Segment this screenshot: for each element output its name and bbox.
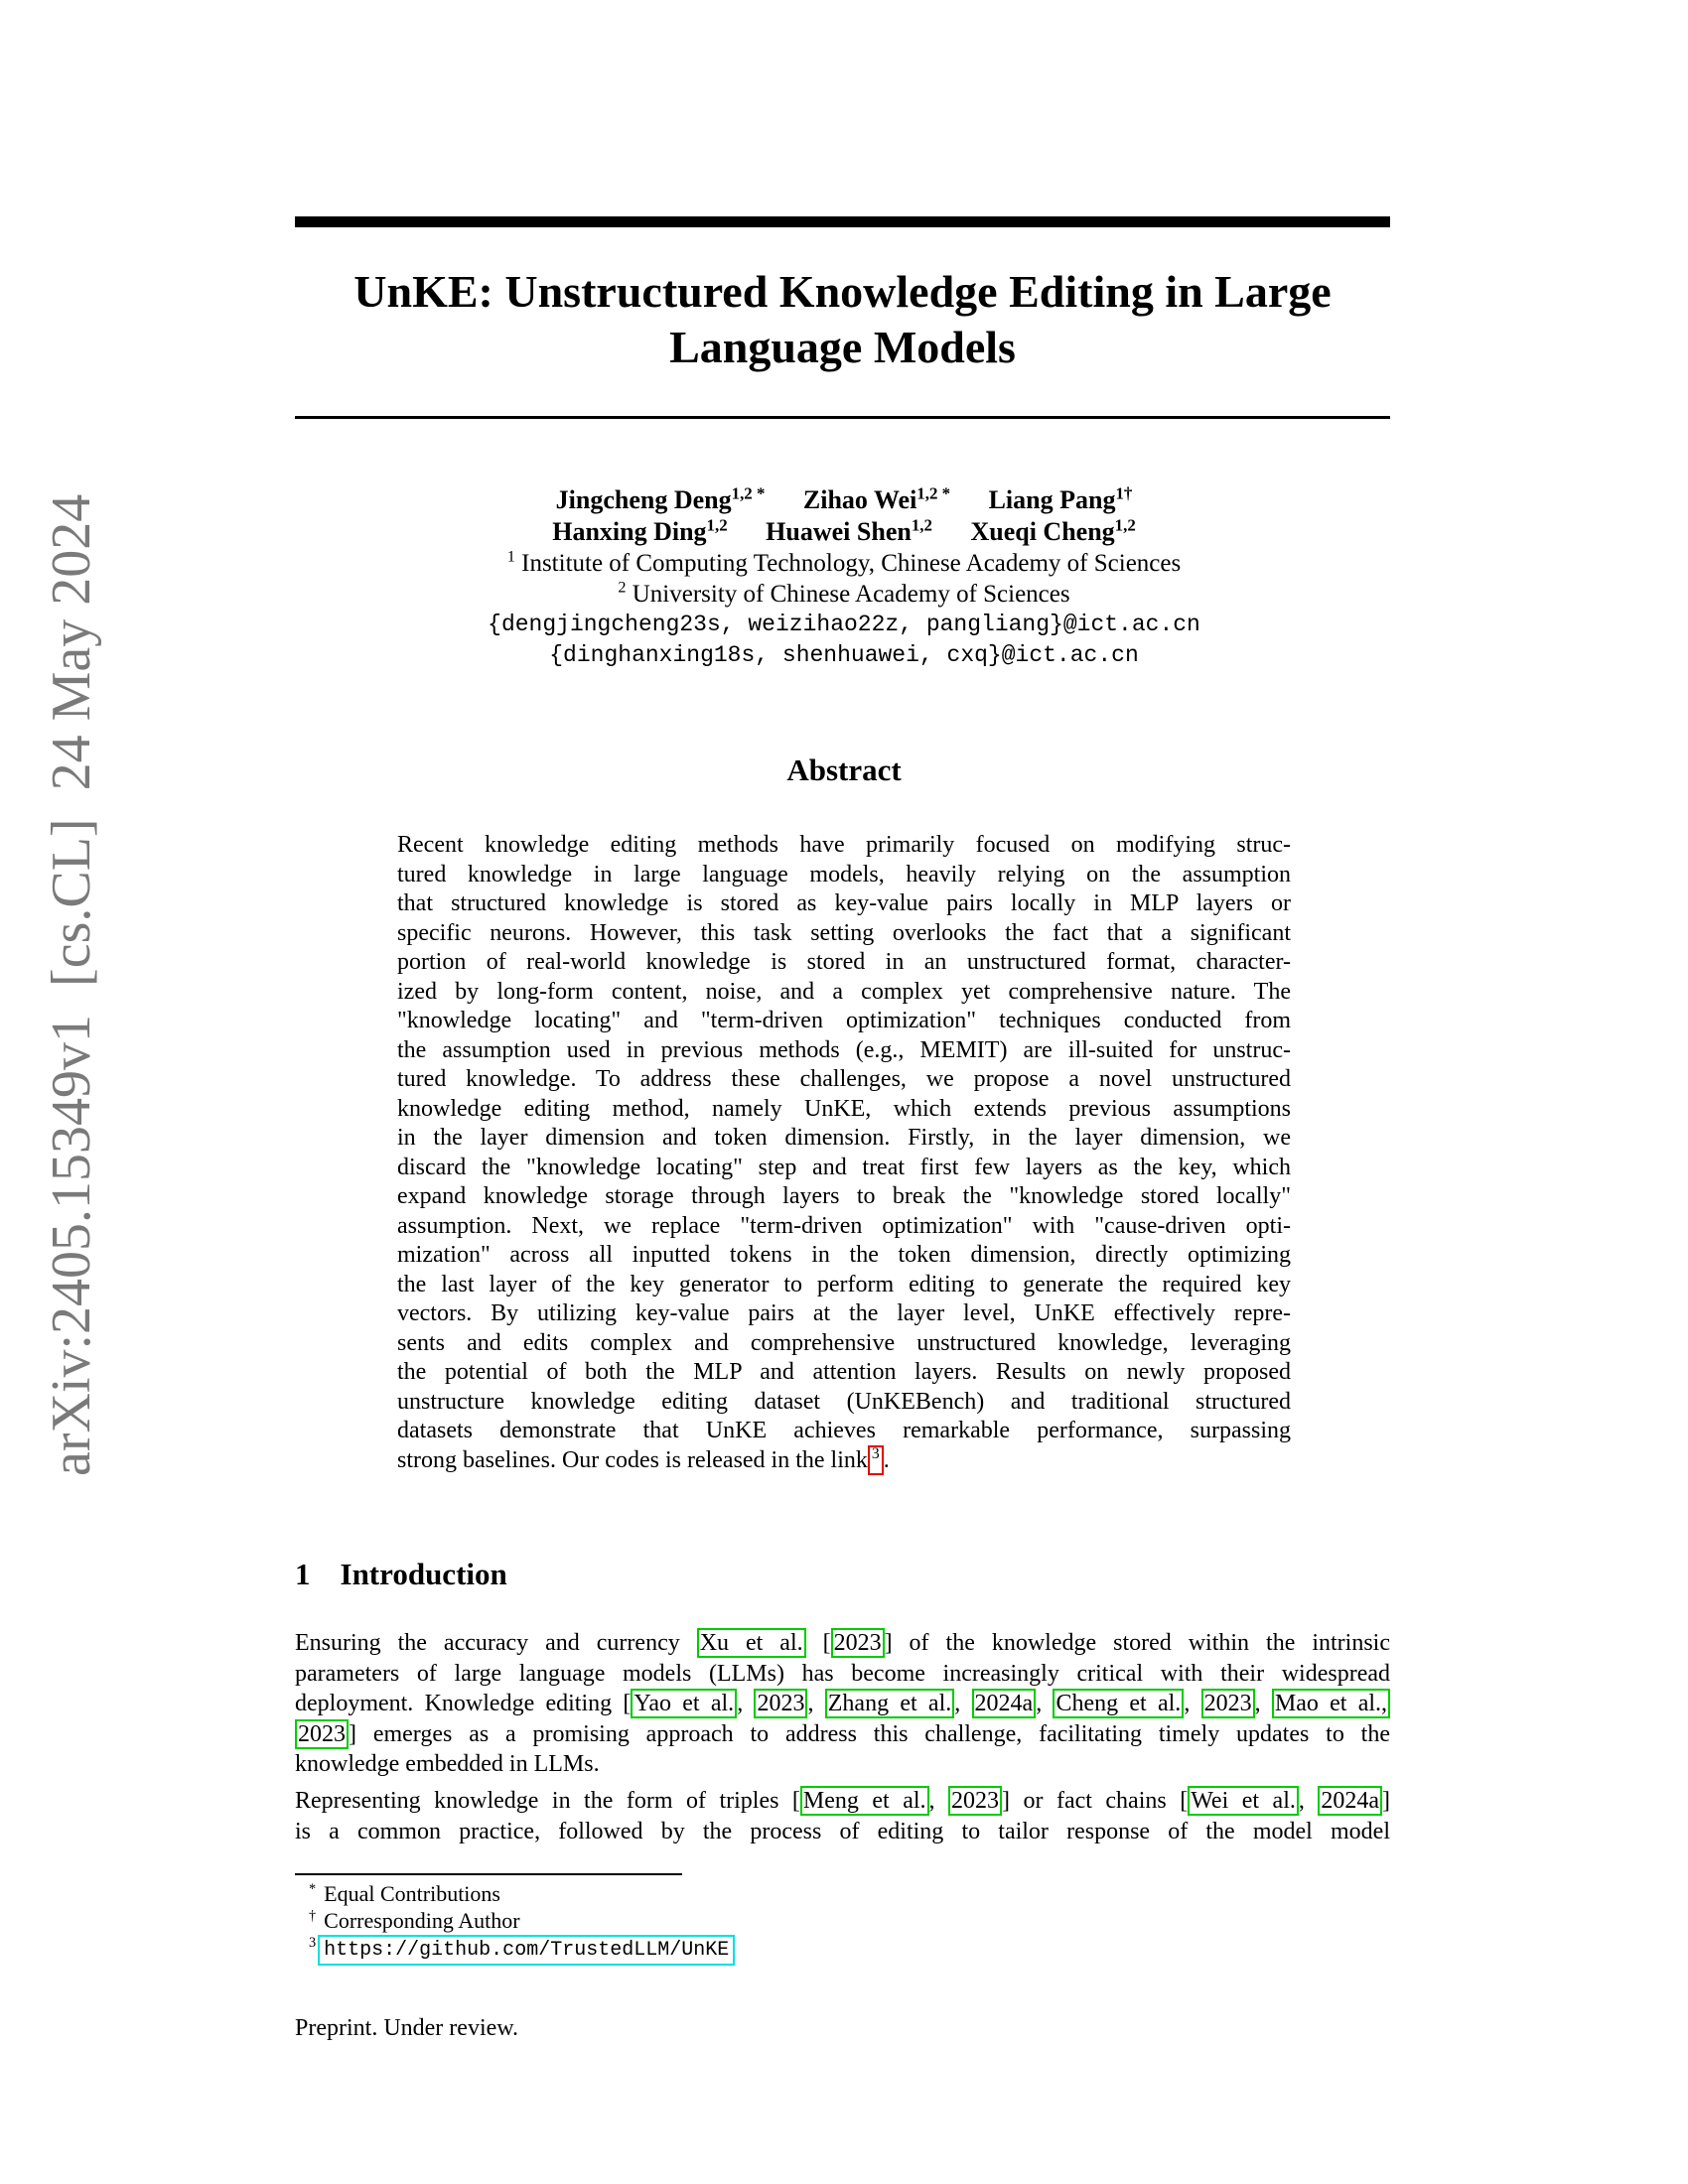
paper-title	[295, 264, 1390, 375]
footnotes	[295, 1880, 1390, 1964]
author-row-1	[149, 484, 1539, 516]
text-line: Ensuring the accuracy and currency Xu et al. [ 2023 ] of the knowledge stored within the intrinsic	[295, 1630, 1390, 1656]
email-line-1: {dengjingcheng23s, weizihao22z, pangliang}@ict.ac.cn	[488, 612, 1200, 637]
text-line: knowledge editing method, namely UnKE, which extends previous assumptions	[397, 1095, 1291, 1122]
abstract-heading: Abstract	[786, 752, 902, 787]
citation-link[interactable]: 2023	[295, 1719, 349, 1749]
text-line: 2023 ] emerges as a promising approach to address this challenge, facilitating timely updates to the	[295, 1719, 1390, 1750]
footnote-ref-link[interactable]: 3	[868, 1445, 884, 1475]
text-line: Recent knowledge editing methods have primarily focused on modifying struc-	[397, 832, 1291, 858]
citation-link[interactable]: Mao et al.,	[1272, 1689, 1390, 1718]
text-line: Representing knowledge in the form of triples [ Meng et al. , 2023 ] or fact chains [ Wei et al. , 2024a ]	[295, 1788, 1390, 1814]
citation-link[interactable]: Wei et al.	[1188, 1786, 1299, 1816]
citation-link[interactable]: 2023	[754, 1689, 807, 1718]
citation-link[interactable]: Xu et al.	[697, 1628, 806, 1658]
author: Liang Pang$^{1\dagger}$	[988, 483, 1133, 514]
text-line: assumption. Next, we replace "term-driven optimization" with "cause-driven opti-	[397, 1212, 1291, 1239]
paper-title-line1: UnKE: Unstructured Knowledge Editing in Large	[353, 266, 1332, 317]
intro-paragraph-1	[295, 1628, 1390, 1780]
citation-link[interactable]: Yao et al.	[631, 1689, 737, 1718]
text-line: deployment. Knowledge editing [ Yao et al. , 2023 , Zhang et al. , 2024a , Cheng et al. , 2023 , Mao et al.,	[295, 1689, 1390, 1719]
text-line: expand knowledge storage through layers to break the "knowledge stored locally"	[397, 1183, 1291, 1209]
citation-link[interactable]: 2024a	[1318, 1786, 1382, 1816]
text-line: vectors. By utilizing key-value pairs at the layer level, UnKE effectively repre-	[397, 1300, 1291, 1326]
preprint-notice: Preprint. Under review.	[295, 2015, 519, 2041]
text-line: mization" across all inputted tokens in the token dimension, directly optimizing	[397, 1242, 1291, 1268]
text-line: the last layer of the key generator to perform editing to generate the required key	[397, 1271, 1291, 1297]
citation-link[interactable]: Zhang et al.	[825, 1689, 955, 1718]
github-url-link[interactable]: https://github.com/TrustedLLM/UnKE	[318, 1935, 735, 1966]
citation-link[interactable]: 2023	[948, 1786, 1002, 1816]
title-rule-top	[295, 216, 1390, 227]
footnote-code-link: $^3$ https://github.com/TrustedLLM/UnKE	[295, 1934, 1390, 1964]
title-rule-bottom	[295, 416, 1390, 419]
text-line: tured knowledge. To address these challenges, we propose a novel unstructured	[397, 1066, 1291, 1092]
affiliation-1: $^1$ Institute of Computing Technology, Chinese Academy of Sciences	[506, 547, 1182, 577]
text-line: discard the "knowledge locating" step and treat first few layers as the key, which	[397, 1154, 1291, 1180]
affiliation-2: $^2$ University of Chinese Academy of Sciences	[618, 578, 1070, 608]
author: Jingcheng Deng$^{1,2 *}$	[555, 483, 766, 514]
footnote-equal-contributions: * Equal Contributions	[309, 1880, 500, 1906]
author: Hanxing Ding$^{1,2}$	[552, 515, 728, 546]
citation-link[interactable]: 2023	[831, 1628, 885, 1658]
section-heading-introduction: 1 Introduction	[295, 1557, 507, 1591]
intro-paragraph-2	[295, 1786, 1390, 1846]
text-line: is a common practice, followed by the process of editing to tailor response of the model model	[295, 1818, 1390, 1844]
footnote-rule	[295, 1873, 682, 1875]
footnote-corresponding-author: † Corresponding Author	[309, 1907, 520, 1933]
author-row-2	[149, 516, 1539, 548]
text-line: strong baselines. Our codes is released in the link $^3$ .	[397, 1444, 890, 1473]
text-line: sents and edits complex and comprehensive unstructured knowledge, leveraging	[397, 1329, 1291, 1356]
text-line: datasets demonstrate that UnKE achieves remarkable performance, surpassing	[397, 1418, 1291, 1443]
text-line: tured knowledge in large language models, heavily relying on the assumption	[397, 861, 1291, 887]
text-line: "knowledge locating" and "term-driven optimization" techniques conducted from	[397, 1008, 1291, 1033]
citation-link[interactable]: Meng et al.	[800, 1786, 929, 1816]
paper-title-line2: Language Models	[669, 322, 1016, 372]
citation-link[interactable]: 2024a	[972, 1689, 1037, 1718]
text-line: the potential of both the MLP and attention layers. Results on newly proposed	[397, 1359, 1291, 1385]
email-line-2: {dinghanxing18s, shenhuawei, cxq}@ict.ac.cn	[549, 642, 1139, 668]
text-line: parameters of large language models (LLMs) has become increasingly critical with their widespread	[295, 1660, 1390, 1687]
abstract-body	[397, 831, 1291, 1475]
arxiv-stamp: arXiv:2405.15349v1 [cs.CL] 24 May 2024	[41, 493, 102, 1476]
citation-link[interactable]: Cheng et al.	[1053, 1689, 1184, 1718]
text-line: specific neurons. However, this task setting overlooks the fact that a significant	[397, 919, 1291, 946]
author: Huawei Shen$^{1,2}$	[766, 515, 932, 546]
text-line: portion of real-world knowledge is stored in an unstructured format, character-	[397, 949, 1291, 975]
text-line: in the layer dimension and token dimension. Firstly, in the layer dimension, we	[397, 1125, 1291, 1151]
text-line: knowledge embedded in LLMs.	[295, 1751, 600, 1778]
citation-link[interactable]: 2023	[1201, 1689, 1255, 1718]
text-line: that structured knowledge is stored as key-value pairs locally in MLP layers or	[397, 890, 1291, 916]
text-line: the assumption used in previous methods (e.g., MEMIT) are ill-suited for unstruc-	[397, 1036, 1291, 1063]
author: Xueqi Cheng$^{1,2}$	[970, 515, 1136, 546]
text-line: unstructure knowledge editing dataset (UnKEBench) and traditional structured	[397, 1388, 1291, 1415]
author: Zihao Wei$^{1,2 *}$	[802, 483, 951, 514]
text-line: ized by long-form content, noise, and a complex yet comprehensive nature. The	[397, 978, 1291, 1005]
author-block	[149, 484, 1539, 671]
